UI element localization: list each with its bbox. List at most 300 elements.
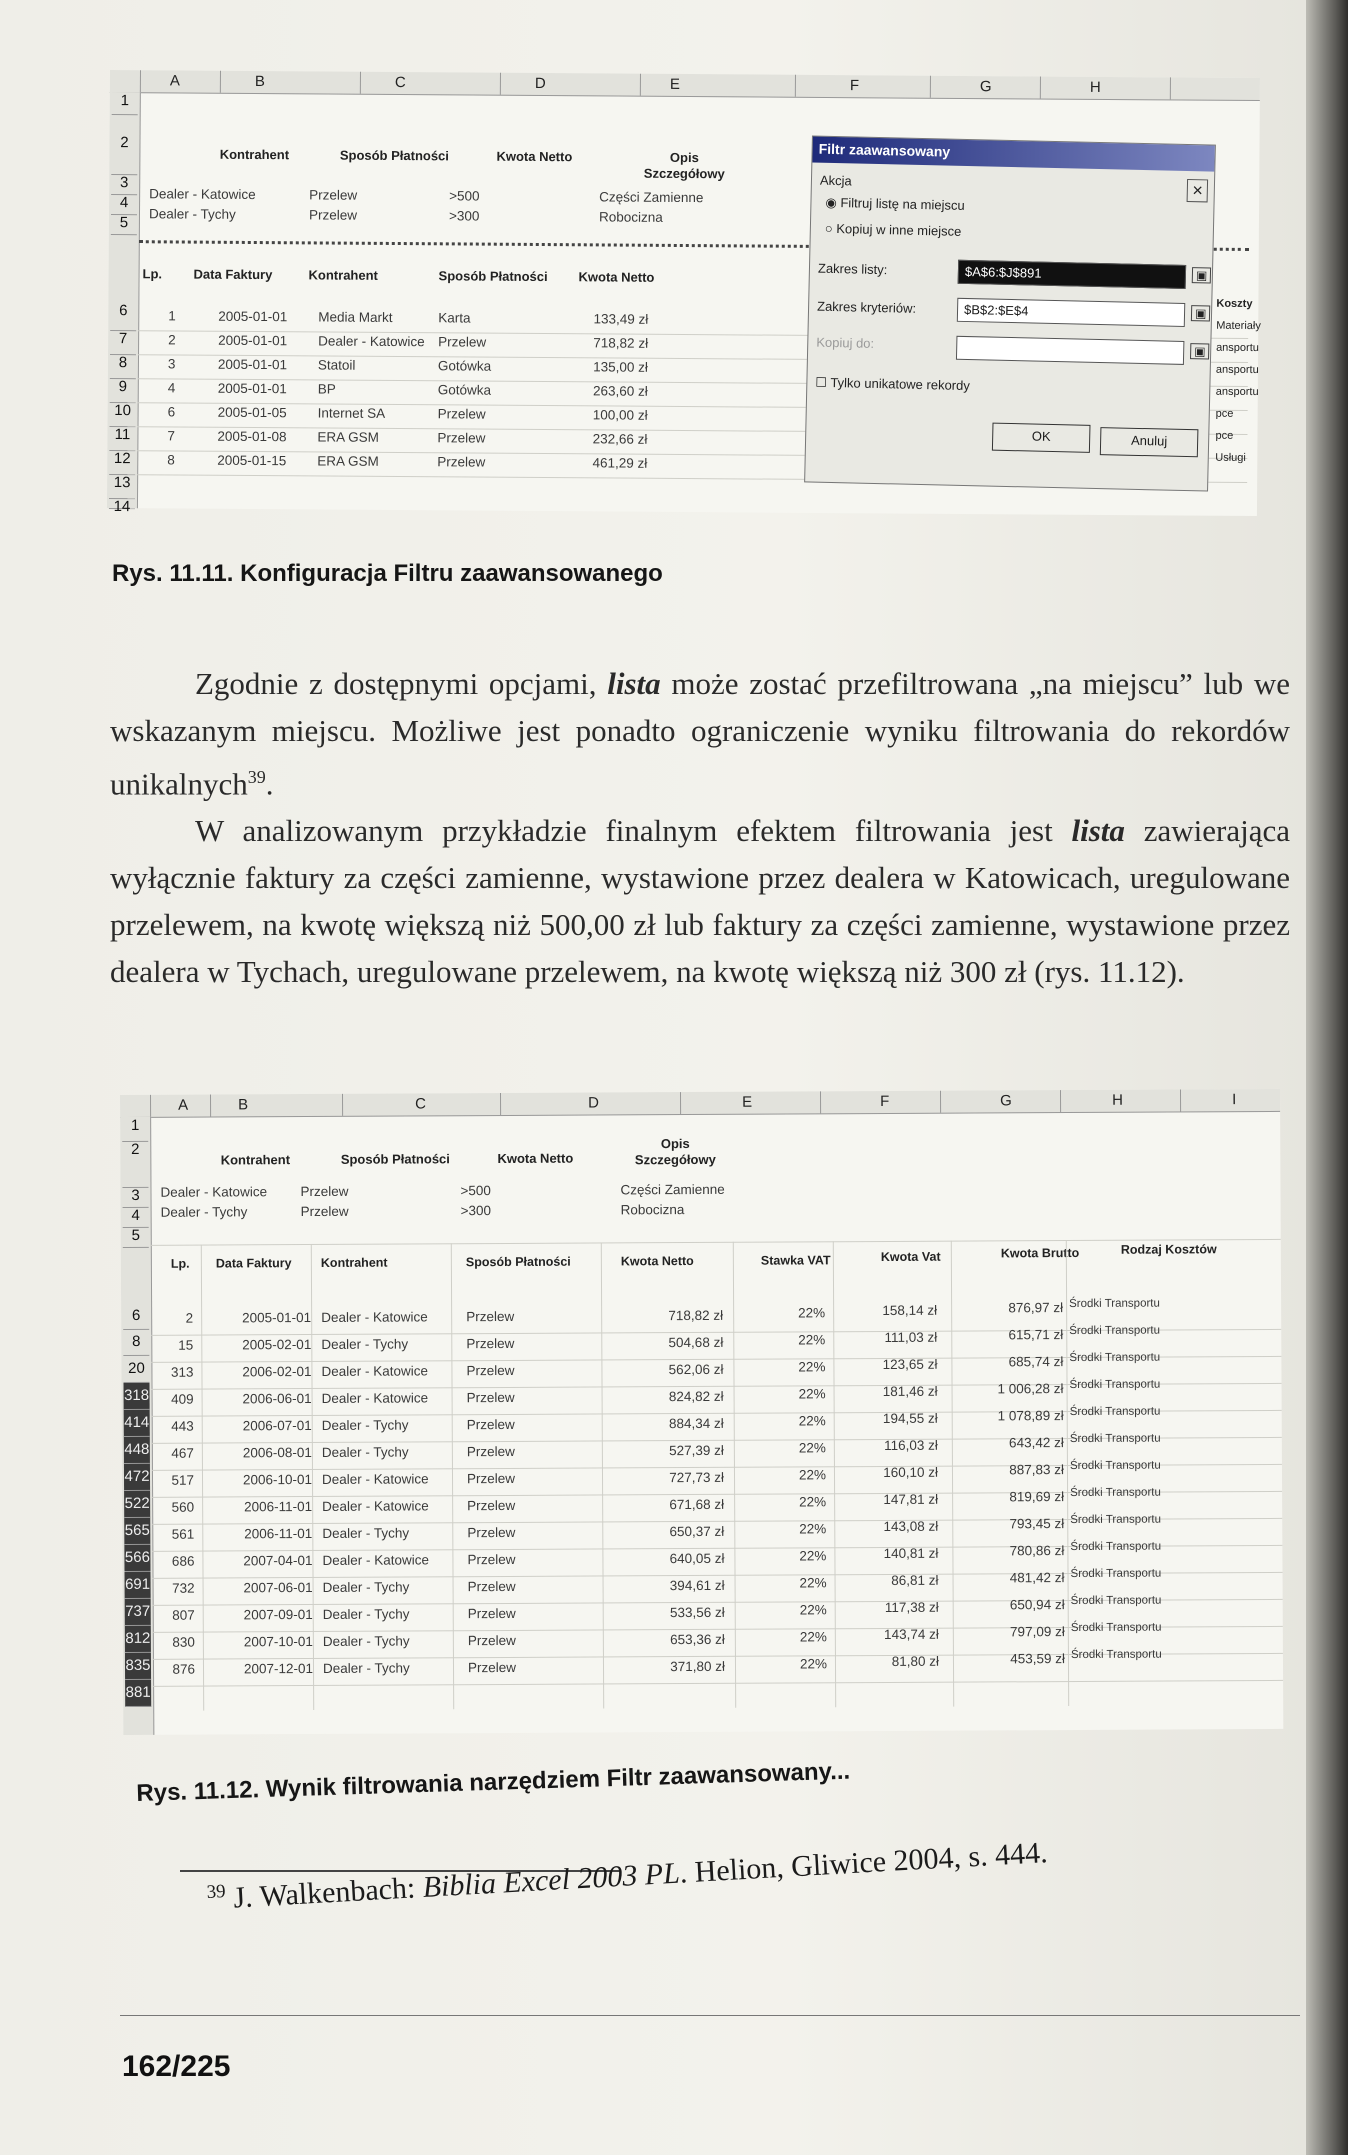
list-cell: 2	[168, 332, 176, 348]
row-header: 414	[124, 1410, 150, 1437]
unique-records-label: Tylko unikatowe rekordy	[830, 374, 971, 394]
table-cell: Dealer - Katowice	[321, 1309, 428, 1325]
column-header-letter: C	[415, 1095, 426, 1113]
table-cell: Środki Transportu	[1069, 1432, 1161, 1446]
list-header: Data Faktury	[215, 1256, 292, 1271]
column-divider	[930, 76, 931, 98]
column-header-letter: H	[1089, 78, 1101, 96]
table-cell: 671,68 zł	[669, 1496, 725, 1513]
table-cell: Przelew	[467, 1497, 516, 1514]
table-cell: Środki Transportu	[1070, 1486, 1161, 1500]
list-header: Rodzaj Kosztów	[1120, 1242, 1217, 1257]
collapse-icon[interactable]: ▣	[1192, 267, 1212, 283]
list-header: Lp.	[170, 1256, 190, 1271]
criteria-header: Kontrahent	[220, 1152, 291, 1168]
copy-to-input[interactable]	[956, 336, 1184, 365]
table-cell: 147,81 zł	[883, 1491, 939, 1508]
column-divider	[1180, 1089, 1181, 1111]
list-cell: 100,00 zł	[592, 407, 648, 423]
table-cell: 371,80 zł	[670, 1658, 726, 1675]
column-header-letter: G	[999, 1092, 1012, 1110]
table-cell: 884,34 zł	[668, 1415, 724, 1432]
table-cell: 1 078,89 zł	[997, 1408, 1064, 1424]
criteria-header: Sposób Płatności	[339, 147, 449, 164]
table-cell: 2006-02-01	[242, 1364, 312, 1380]
criteria-cell: >500	[460, 1183, 491, 1199]
p1-text-b: może zostać przefiltrowana „na miejscu” lub we wskazanym miejscu. Możliwe jest ponadto ograniczenie wyniku filtrowania do rekordów unikalnych	[110, 666, 1290, 802]
footnote-number: 39	[206, 1880, 227, 1904]
criteria-cell: Przelew	[300, 1183, 349, 1200]
table-cell: Przelew	[466, 1389, 515, 1406]
table-cell: 1 006,28 zł	[997, 1381, 1064, 1397]
row-headers	[107, 92, 141, 516]
column-divider	[220, 71, 221, 93]
table-cell: 830	[172, 1634, 195, 1650]
table-cell: Środki Transportu	[1069, 1324, 1161, 1338]
table-cell: 819,69 zł	[1009, 1489, 1065, 1505]
table-cell: 2005-02-01	[242, 1337, 312, 1353]
table-cell: 140,81 zł	[883, 1545, 939, 1562]
row-header: 565	[124, 1518, 150, 1545]
table-cell: Przelew	[466, 1362, 515, 1379]
table-cell: 640,05 zł	[669, 1550, 725, 1567]
criteria-range-label: Zakres kryteriów:	[816, 298, 917, 316]
list-header: Sposób Płatności	[465, 1254, 571, 1270]
table-cell: 824,82 zł	[668, 1388, 724, 1405]
table-cell: 504,68 zł	[668, 1334, 724, 1351]
table-cell: Przelew	[467, 1659, 517, 1676]
list-header: Data Faktury	[193, 266, 273, 283]
table-cell: Dealer - Tychy	[321, 1417, 409, 1433]
table-cell: 2006-06-01	[242, 1391, 312, 1407]
table-cell: 123,65 zł	[882, 1356, 938, 1373]
list-header: Kwota Netto	[578, 269, 655, 285]
table-cell: 22%	[799, 1575, 827, 1591]
row-header: 6	[123, 1307, 149, 1330]
row-header: 4	[111, 194, 137, 215]
table-cell: 117,38 zł	[884, 1599, 939, 1616]
row-header: 2	[111, 134, 137, 175]
criteria-cell: Dealer - Tychy	[160, 1204, 248, 1220]
table-cell: 2006-08-01	[242, 1445, 312, 1461]
table-cell: Dealer - Katowice	[321, 1363, 429, 1379]
list-header: Kwota Brutto	[1000, 1245, 1080, 1261]
list-cell: 4	[167, 380, 176, 396]
criteria-cell: Dealer - Katowice	[149, 186, 256, 203]
radio-copy-elsewhere[interactable]	[825, 221, 962, 239]
footnote-publisher: . Helion, Gliwice 2004, s. 444.	[678, 1836, 1049, 1890]
body-text	[110, 660, 1290, 995]
row-header: 737	[125, 1599, 151, 1626]
column-divider	[150, 1095, 151, 1117]
footnote-title: Biblia Excel 2003 PL	[421, 1856, 681, 1904]
list-cell: ERA GSM	[317, 429, 380, 445]
column-divider	[210, 1095, 211, 1117]
table-cell: 615,71 zł	[1008, 1327, 1064, 1343]
criteria-header: Sposób Płatności	[340, 1151, 450, 1167]
right-column-fragment: ansportu	[1215, 363, 1259, 377]
table-cell: 22%	[799, 1521, 827, 1537]
radio-copy-elsewhere-label: Kopiuj w inne miejsce	[836, 221, 962, 239]
table-cell: Środki Transportu	[1070, 1594, 1162, 1608]
column-divider	[795, 75, 796, 97]
row-header: 318	[124, 1383, 150, 1410]
list-cell: 2005-01-01	[217, 380, 287, 397]
criteria-range-value: $B$2:$E$4	[963, 301, 1029, 319]
p1-text-a: Zgodnie z dostępnymi opcjami,	[195, 666, 608, 701]
row-header: 11	[109, 426, 135, 451]
criteria-cell: Przelew	[308, 207, 358, 223]
radio-selected-icon: ◉	[825, 194, 841, 211]
list-header: Stawka VAT	[760, 1253, 831, 1268]
list-cell: 718,82 zł	[593, 335, 649, 351]
table-cell: Dealer - Katowice	[321, 1390, 429, 1406]
criteria-cell: >300	[448, 208, 480, 224]
list-cell: Internet SA	[317, 405, 386, 421]
list-cell: 2005-01-01	[218, 332, 288, 349]
table-cell: 685,74 zł	[1008, 1354, 1064, 1370]
row-header: 3	[111, 174, 137, 195]
column-gridline	[201, 1245, 204, 1711]
table-cell: Dealer - Tychy	[322, 1579, 410, 1595]
checkbox-icon: ☐	[815, 374, 831, 390]
table-cell: 562,06 zł	[668, 1361, 724, 1378]
table-cell: 2006-10-01	[242, 1472, 313, 1488]
table-cell: 2007-12-01	[243, 1660, 314, 1677]
table-cell: Dealer - Tychy	[322, 1525, 410, 1541]
list-cell: ERA GSM	[317, 453, 379, 469]
table-cell: 732	[172, 1580, 195, 1596]
table-cell: 2007-10-01	[243, 1633, 313, 1650]
column-gridline	[733, 1242, 736, 1708]
column-header-letter: D	[588, 1094, 599, 1112]
cancel-button[interactable]: Anuluj	[1100, 427, 1199, 457]
table-cell: 409	[171, 1391, 194, 1407]
table-cell: 560	[171, 1499, 195, 1515]
p2-text-b: zawierająca wyłącznie faktury za części zamienne, wystawione przez dealera w Katowicach, uregulowane przelewem, na kwotę większą niż 500,00 zł lub faktury za części zamienne, wystawione przez dealera w Tychach, uregulowane przelewem, na kwotę większą niż 300 zł (rys. 11.12).	[110, 813, 1290, 990]
list-header: Kwota Netto	[620, 1253, 694, 1269]
table-cell: Środki Transportu	[1070, 1567, 1162, 1581]
column-header-letter: B	[238, 1096, 249, 1114]
row-header: 566	[124, 1545, 150, 1572]
criteria-header: Kontrahent	[219, 146, 290, 163]
table-cell: 467	[171, 1445, 194, 1461]
ok-button[interactable]: OK	[992, 423, 1091, 453]
criteria-header: Opis Szczegółowy	[643, 149, 725, 182]
criteria-cell: Przelew	[309, 187, 358, 203]
list-cell: 461,29 zł	[592, 455, 648, 471]
table-cell: Dealer - Katowice	[321, 1471, 429, 1487]
table-cell: Środki Transportu	[1069, 1351, 1161, 1365]
table-cell: 313	[170, 1364, 194, 1380]
footnote-author: J. Walkenbach:	[225, 1870, 424, 1915]
table-cell: 533,56 zł	[669, 1604, 725, 1621]
table-cell: 780,86 zł	[1009, 1543, 1065, 1559]
table-cell: 2007-09-01	[243, 1606, 313, 1623]
column-header-letter: A	[178, 1096, 189, 1114]
row-header: 1	[112, 92, 138, 115]
table-cell: 160,10 zł	[883, 1464, 939, 1481]
list-cell: 263,60 zł	[592, 383, 648, 399]
column-divider	[500, 73, 501, 95]
footnote-ref[interactable]: 39	[247, 767, 266, 787]
table-cell: 2006-11-01	[244, 1498, 313, 1515]
list-range-label: Zakres listy:	[817, 260, 888, 278]
criteria-cell: >500	[449, 188, 480, 204]
column-divider	[940, 1091, 941, 1113]
table-cell: 2007-06-01	[243, 1579, 313, 1596]
figure-1-caption: Rys. 11.11. Konfiguracja Filtru zaawansowanego	[112, 560, 663, 587]
collapse-icon[interactable]: ▣	[1190, 343, 1210, 359]
list-cell: 8	[167, 452, 175, 468]
table-cell: Przelew	[466, 1308, 515, 1325]
criteria-cell: Robocizna	[620, 1202, 685, 1218]
list-header: Lp.	[142, 266, 163, 282]
table-cell: 887,83 zł	[1009, 1462, 1065, 1478]
table-cell: 143,74 zł	[883, 1626, 939, 1643]
table-cell: Dealer - Tychy	[322, 1633, 410, 1649]
table-cell: Środki Transportu	[1069, 1405, 1161, 1419]
table-cell: 194,55 zł	[882, 1410, 938, 1427]
row-header: 2	[122, 1141, 148, 1188]
p1-term-lista: lista	[607, 666, 661, 701]
row-header: 881	[125, 1680, 151, 1707]
grid-line	[153, 1680, 1283, 1687]
table-cell: 22%	[798, 1332, 826, 1348]
column-header-letter: B	[254, 73, 265, 91]
criteria-header: Kwota Netto	[496, 148, 573, 165]
list-cell: Przelew	[437, 430, 486, 446]
row-header: 4	[123, 1207, 149, 1228]
row-header: 14	[109, 498, 135, 509]
row-header: 835	[125, 1653, 151, 1680]
list-cell: Gotówka	[437, 358, 492, 374]
list-cell: 232,66 zł	[592, 431, 648, 447]
table-cell: 394,61 zł	[669, 1577, 725, 1594]
table-cell: 561	[171, 1526, 195, 1542]
table-cell: Środki Transportu	[1069, 1297, 1160, 1311]
table-cell: Przelew	[467, 1578, 516, 1595]
list-cell: Przelew	[437, 454, 486, 470]
right-column-fragment: ansportu	[1215, 385, 1259, 399]
column-gridline	[951, 1241, 954, 1707]
table-cell: 2	[185, 1310, 194, 1326]
row-header: 8	[123, 1329, 149, 1356]
list-header: Kontrahent	[320, 1255, 388, 1270]
right-column-fragment: Usługi	[1215, 451, 1246, 464]
table-cell: 650,37 zł	[669, 1523, 725, 1540]
row-header: 5	[123, 1227, 149, 1248]
table-cell: 727,73 zł	[669, 1469, 725, 1486]
table-cell: 517	[171, 1472, 195, 1488]
criteria-cell: Robocizna	[598, 209, 663, 225]
grid-line	[151, 1239, 1281, 1246]
list-cell: Statoil	[317, 357, 356, 373]
column-divider	[140, 70, 141, 92]
list-range-value: $A$6:$J$891	[964, 263, 1042, 281]
bottom-rule	[120, 2015, 1300, 2016]
column-divider	[820, 1091, 821, 1113]
list-cell: Gotówka	[437, 382, 492, 398]
table-cell: Środki Transportu	[1070, 1648, 1162, 1662]
table-cell: Dealer - Tychy	[321, 1444, 409, 1460]
column-header-letter: F	[849, 77, 860, 95]
table-cell: Przelew	[467, 1524, 516, 1541]
row-header: 812	[125, 1626, 151, 1653]
column-header-letter: A	[169, 72, 180, 90]
list-cell: Karta	[438, 310, 471, 326]
column-divider	[1040, 76, 1041, 98]
table-cell: Przelew	[466, 1470, 516, 1487]
radio-unselected-icon: ○	[824, 220, 837, 237]
table-cell: 443	[171, 1418, 194, 1434]
table-cell: 2007-04-01	[243, 1552, 313, 1569]
advanced-filter-dialog	[804, 135, 1216, 491]
table-cell: 86,81 zł	[891, 1572, 939, 1588]
list-cell: 3	[167, 356, 176, 372]
table-cell: 116,03 zł	[884, 1437, 938, 1454]
list-range-input[interactable]	[958, 260, 1186, 289]
table-cell: 22%	[798, 1386, 826, 1402]
row-header: 10	[110, 402, 136, 427]
table-cell: Środki Transportu	[1069, 1378, 1161, 1392]
list-cell: 135,00 zł	[593, 359, 648, 375]
row-header: 448	[124, 1437, 150, 1464]
column-divider	[1060, 1090, 1061, 1112]
column-divider	[342, 1094, 343, 1116]
table-cell: 143,08 zł	[883, 1518, 939, 1535]
table-cell: 653,36 zł	[670, 1631, 725, 1648]
list-cell: 2005-01-05	[217, 404, 287, 421]
table-cell: 718,82 zł	[668, 1307, 724, 1324]
column-divider	[500, 1093, 501, 1115]
table-cell: Środki Transportu	[1069, 1459, 1161, 1473]
list-cell: 2005-01-15	[217, 452, 287, 469]
right-column-fragment: pce	[1215, 429, 1234, 442]
criteria-range-input[interactable]	[957, 298, 1185, 327]
column-divider	[640, 74, 641, 96]
table-cell: 2006-07-01	[242, 1418, 312, 1434]
figure-2-spreadsheet	[120, 1089, 1283, 1735]
criteria-cell: >300	[460, 1203, 492, 1219]
column-gridline	[833, 1241, 836, 1707]
column-divider	[360, 72, 361, 94]
list-cell: Dealer - Katowice	[318, 333, 425, 350]
list-header: Kontrahent	[308, 267, 378, 283]
table-cell: Przelew	[467, 1632, 516, 1649]
column-header-letter: E	[742, 1093, 753, 1111]
table-cell: 453,59 zł	[1010, 1651, 1066, 1667]
column-header-letter: I	[1231, 1091, 1237, 1109]
column-header-letter: E	[669, 75, 680, 93]
table-cell: Dealer - Tychy	[321, 1336, 409, 1352]
close-icon[interactable]: ×	[1187, 179, 1208, 202]
list-header: Kwota Vat	[880, 1249, 941, 1265]
table-cell: Środki Transportu	[1070, 1621, 1162, 1635]
table-cell: 643,42 zł	[1008, 1435, 1064, 1451]
list-cell: 2005-01-01	[218, 308, 288, 325]
paragraph-1	[110, 660, 1290, 807]
list-cell: 133,49 zł	[593, 311, 649, 327]
table-cell: 22%	[799, 1629, 827, 1645]
criteria-cell: Dealer - Tychy	[148, 206, 236, 222]
list-cell: 6	[167, 404, 176, 420]
table-cell: Środki Transportu	[1070, 1513, 1162, 1527]
list-cell: 2005-01-08	[217, 428, 287, 445]
p1-text-c: .	[265, 766, 274, 802]
list-cell: Przelew	[437, 406, 486, 422]
table-cell: 797,09 zł	[1009, 1624, 1065, 1640]
unique-records-checkbox[interactable]	[815, 375, 970, 395]
table-cell: 22%	[799, 1602, 827, 1618]
figure-2-caption: Rys. 11.12. Wynik filtrowania narzędziem Filtr zaawansowany...	[136, 1757, 851, 1807]
table-cell: 807	[172, 1607, 195, 1623]
paragraph-2	[110, 807, 1290, 995]
copy-to-label: Kopiuj do:	[816, 334, 875, 351]
table-cell: 22%	[798, 1440, 826, 1456]
row-header: 8	[110, 354, 136, 379]
table-cell: Dealer - Katowice	[322, 1498, 429, 1514]
table-cell: 22%	[798, 1359, 826, 1375]
table-cell: 15	[178, 1337, 194, 1353]
criteria-cell: Dealer - Katowice	[160, 1184, 268, 1200]
column-header-letter: G	[979, 78, 992, 96]
table-cell: 181,46 zł	[882, 1383, 938, 1400]
row-header: 6	[110, 302, 136, 331]
row-headers	[120, 1117, 154, 1735]
list-cell: 7	[167, 428, 176, 444]
table-cell: 22%	[799, 1548, 827, 1564]
column-header-letter: H	[1111, 1091, 1123, 1109]
collapse-icon[interactable]: ▣	[1191, 305, 1211, 321]
list-cell: Media Markt	[318, 309, 393, 325]
table-cell: 527,39 zł	[669, 1442, 724, 1459]
right-column-fragment: ansportu	[1216, 341, 1259, 355]
table-cell: 158,14 zł	[882, 1302, 938, 1319]
list-cell: 2005-01-01	[217, 356, 288, 373]
p2-text-a: W analizowanym przykładzie finalnym efektem filtrowania jest	[195, 813, 1072, 849]
column-headers	[120, 1089, 1280, 1118]
criteria-cell: Części Zamienne	[620, 1181, 725, 1198]
table-cell: 22%	[798, 1305, 826, 1321]
table-cell: 686	[171, 1553, 195, 1569]
table-cell: Dealer - Katowice	[322, 1552, 430, 1568]
action-label: Akcja	[819, 172, 852, 189]
table-cell: Przelew	[467, 1551, 516, 1568]
list-header: Sposób Płatności	[438, 268, 548, 285]
list-cell: BP	[317, 381, 336, 397]
right-column-fragment: pce	[1215, 407, 1234, 420]
page-number: 162/225	[122, 2050, 231, 2083]
criteria-header: Opis Szczegółowy	[634, 1136, 716, 1168]
right-column-fragment: Koszty	[1216, 297, 1253, 310]
column-gridline	[601, 1242, 604, 1708]
table-cell: Dealer - Tychy	[322, 1606, 410, 1622]
list-cell: 1	[168, 308, 176, 324]
table-cell: 876	[172, 1661, 196, 1677]
page-edge-shadow	[1306, 0, 1348, 2155]
row-header: 522	[124, 1491, 150, 1518]
table-cell: 2006-11-01	[244, 1525, 313, 1542]
column-header-letter: F	[880, 1092, 890, 1111]
row-header: 9	[110, 378, 136, 403]
row-header: 472	[124, 1464, 150, 1491]
radio-filter-inplace[interactable]	[825, 195, 965, 214]
row-header: 3	[122, 1187, 148, 1208]
table-cell: Przelew	[467, 1605, 516, 1622]
table-cell: 22%	[799, 1656, 828, 1672]
column-divider	[680, 1092, 681, 1114]
